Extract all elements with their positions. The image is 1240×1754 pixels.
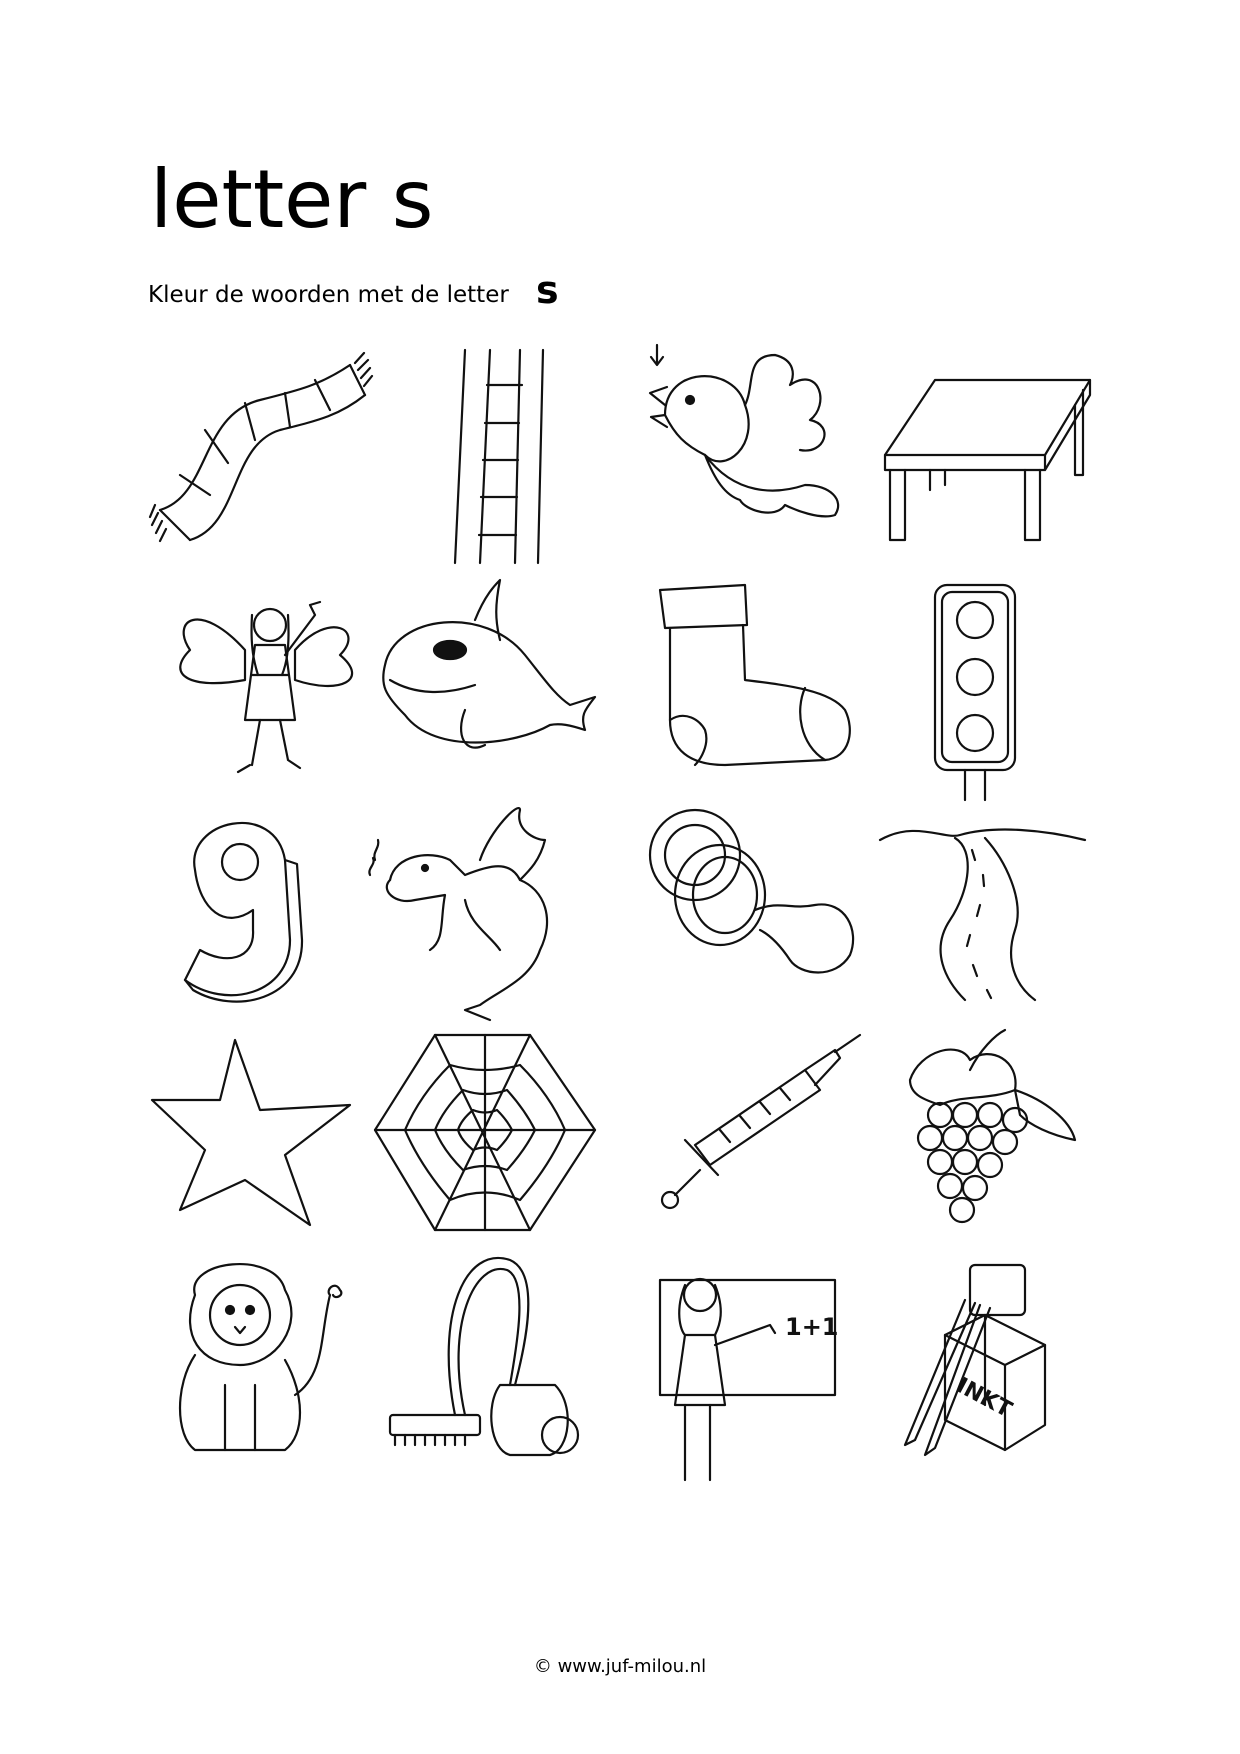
- teacher-icon: [655, 1265, 875, 1465]
- page-title: letter s: [150, 153, 434, 246]
- syringe-icon: [640, 1030, 860, 1230]
- ladder-icon: [435, 345, 655, 545]
- board-text: 1+1: [785, 1313, 839, 1341]
- lion-icon: [155, 1255, 375, 1455]
- table-icon: [875, 345, 1095, 545]
- vacuum-cleaner-icon: [385, 1255, 605, 1455]
- bird-icon: [645, 345, 865, 545]
- instruction-letter: s: [536, 268, 559, 312]
- ink-label: INKT: [952, 1373, 1016, 1423]
- fairy-icon: [160, 580, 380, 780]
- orca-icon: [375, 585, 595, 785]
- star-icon: [150, 1030, 370, 1230]
- spider-web-icon: [375, 1030, 595, 1230]
- scarf-icon: [150, 345, 370, 545]
- ink-bottle-icon: [885, 1255, 1105, 1455]
- traffic-light-icon: [880, 580, 1100, 780]
- instruction-text: Kleur de woorden met de letter: [148, 282, 509, 308]
- dragon-icon: [370, 800, 590, 1000]
- sock-icon: [645, 580, 865, 780]
- footer-copyright: © www.juf-milou.nl: [533, 1656, 707, 1677]
- grapes-icon: [870, 1030, 1090, 1230]
- road-icon: [875, 800, 1095, 1000]
- number-nine-icon: [165, 800, 385, 1000]
- pacifier-icon: [640, 800, 860, 1000]
